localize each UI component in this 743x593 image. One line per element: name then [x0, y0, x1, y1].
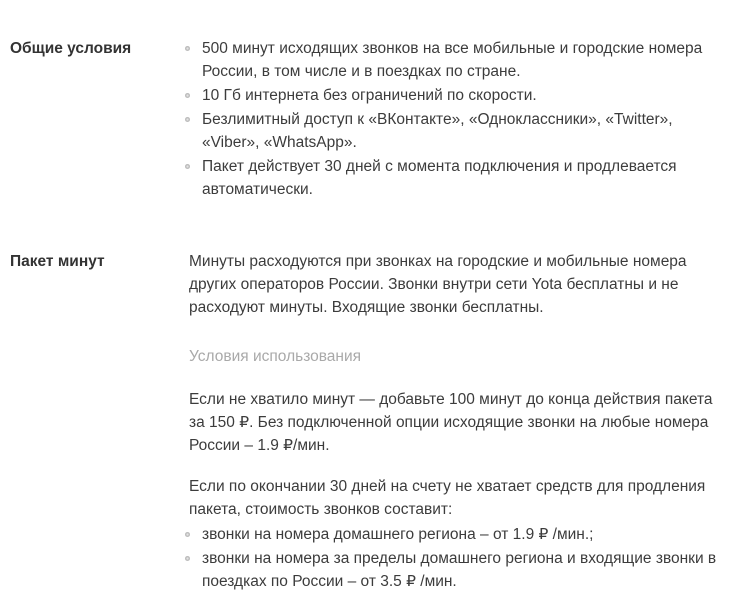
add-minutes-paragraph: Если не хватило минут — добавьте 100 минут до конца действия пакета за 150 ₽. Без подключенной опции исходящие звонки на любые номера России – 1.9 ₽/мин.: [189, 391, 713, 454]
list-item-text: Безлимитный доступ к «ВКонтакте», «Одноклассники», «Twitter», «Viber», «WhatsApp».: [202, 111, 673, 151]
list-item: [189, 523, 729, 546]
bullet-dot-icon: [185, 164, 190, 169]
list-item: [189, 155, 729, 201]
list-item-text: звонки на номера за пределы домашнего региона и входящие звонки в поездках по России – от 3.5 ₽ /мин.: [202, 550, 717, 590]
list-item: [189, 84, 729, 107]
bullet-dot-icon: [185, 532, 190, 537]
bullet-dot-icon: [185, 46, 190, 51]
subheading-usage-terms: Условия использования: [189, 348, 362, 365]
list-item-text: 10 Гб интернета без ограничений по скорости.: [202, 87, 537, 104]
section-label-general-terms: Общие условия: [10, 40, 132, 57]
bullet-dot-icon: [185, 117, 190, 122]
list-item: [189, 547, 729, 593]
list-item-text: Пакет действует 30 дней с момента подключения и продлевается автоматически.: [202, 158, 677, 198]
list-item: [189, 37, 729, 83]
renewal-shortfall-paragraph: Если по окончании 30 дней на счету не хватает средств для продления пакета, стоимость звонков составит:: [189, 478, 706, 518]
general-terms-list: [189, 37, 729, 201]
bullet-dot-icon: [185, 93, 190, 98]
list-item-text: звонки на номера домашнего региона – от 1.9 ₽ /мин.;: [202, 526, 594, 543]
bullet-dot-icon: [185, 556, 190, 561]
general-terms-content: [189, 37, 729, 201]
section-minutes-package: [10, 250, 727, 593]
list-item: [189, 108, 729, 154]
minutes-usage-paragraph: Минуты расходуются при звонках на городские и мобильные номера других операторов России. Звонки внутри сети Yota бесплатны и не расходуют минуты. Входящие звонки бесплатны.: [189, 253, 687, 316]
section-label-minutes-package: Пакет минут: [10, 253, 105, 270]
section-general-terms: [10, 37, 727, 201]
list-item-text: 500 минут исходящих звонков на все мобильные и городские номера России, в том числе и в поездках по стране.: [202, 40, 703, 80]
call-rates-list: [189, 523, 729, 593]
minutes-package-content: [189, 250, 729, 593]
